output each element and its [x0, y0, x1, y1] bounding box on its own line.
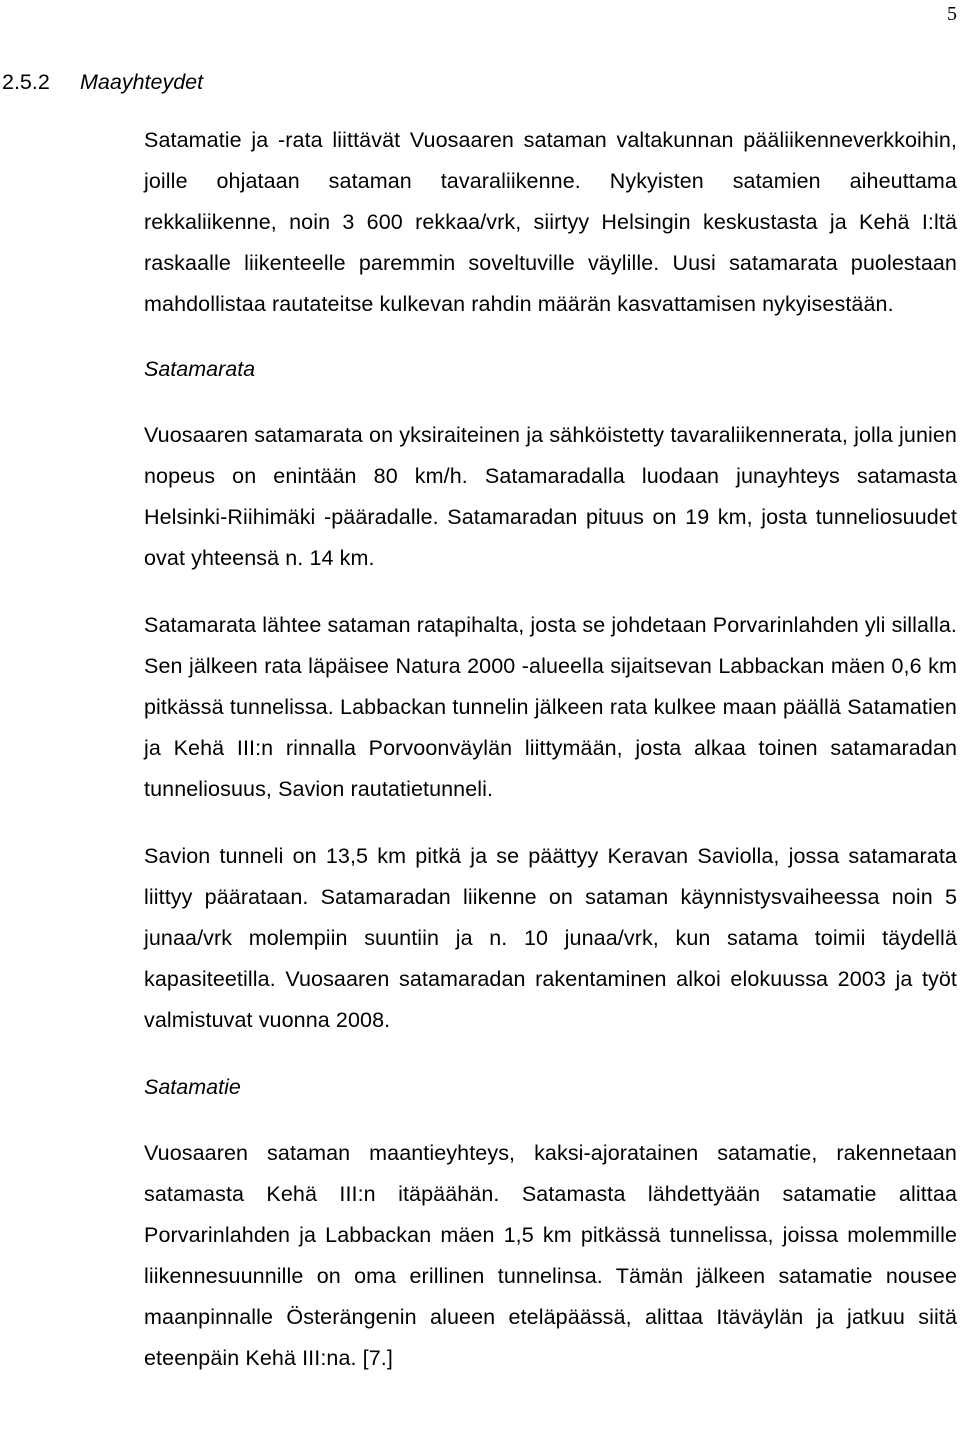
paragraph-satamarata-2: Satamarata lähtee sataman ratapihalta, josta se johdetaan Porvarinlahden yli sillalla. Sen jälkeen rata läpäisee Natura 2000 -alueella sijaitsevan Labbackan mäen 0,6 km pitkässä tunnelissa. Labbackan tunnelin jälkeen rata kulkee maan päällä Satamatien ja Kehä III:n rinnalla Porvoonväylän liittymään, josta alkaa toinen satamaradan tunneliosuus, Savion rautatietunneli. [144, 613, 957, 801]
section-heading [2, 66, 203, 98]
section-title: Maayhteydet [80, 70, 204, 94]
paragraph-intro: Satamatie ja -rata liittävät Vuosaaren sataman valtakunnan pääliikenneverkkoihin, joille ohjataan sataman tavaraliikenne. Nykyisten satamien aiheuttama rekkaliikenne, noin 3 600 rekkaa/vrk, siirtyy Helsingin keskustasta ja Kehä I:ltä raskaalle liikenteelle paremmin soveltuville väylille. Uusi satamarata puolestaan mahdollistaa rautateitse kulkevan rahdin määrän kasvattamisen nykyisestään. [144, 128, 957, 316]
document-body [144, 120, 957, 1379]
paragraph-satamarata-1: Vuosaaren satamarata on yksiraiteinen ja sähköistetty tavaraliikennerata, jolla junien nopeus on enintään 80 km/h. Satamaradalla luodaan junayhteys satamasta Helsinki-Riihimäki -pääradalle. Satamaradan pituus on 19 km, josta tunneliosuudet ovat yhteensä n. 14 km. [144, 423, 957, 570]
paragraph-satamarata-3: Savion tunneli on 13,5 km pitkä ja se päättyy Keravan Saviolla, jossa satamarata liittyy päärataan. Satamaradan liikenne on sataman käynnistysvaiheessa noin 5 junaa/vrk molempiin suuntiin ja n. 10 junaa/vrk, kun satama toimii täydellä kapasiteetilla. Vuosaaren satamaradan rakentaminen alkoi elokuussa 2003 ja työt valmistuvat vuonna 2008. [144, 844, 957, 1032]
subheading-satamatie: Satamatie [144, 1075, 241, 1099]
subheading-satamarata: Satamarata [144, 357, 256, 381]
paragraph-satamatie-1: Vuosaaren sataman maantieyhteys, kaksi-ajoratainen satamatie, rakennetaan satamasta Kehä III:n itäpäähän. Satamasta lähdettyään satamatie alittaa Porvarinlahden ja Labbackan mäen 1,5 km pitkässä tunnelissa, joissa molemmille liikennesuunnille on oma erillinen tunnelinsa. Tämän jälkeen satamatie nousee maanpinnalle Österängenin alueen eteläpäässä, alittaa Itäväylän ja jatkuu siitä eteenpäin Kehä III:na. [7.] [144, 1141, 957, 1370]
page-number: 5 [947, 3, 957, 25]
section-number: 2.5.2 [2, 70, 50, 94]
